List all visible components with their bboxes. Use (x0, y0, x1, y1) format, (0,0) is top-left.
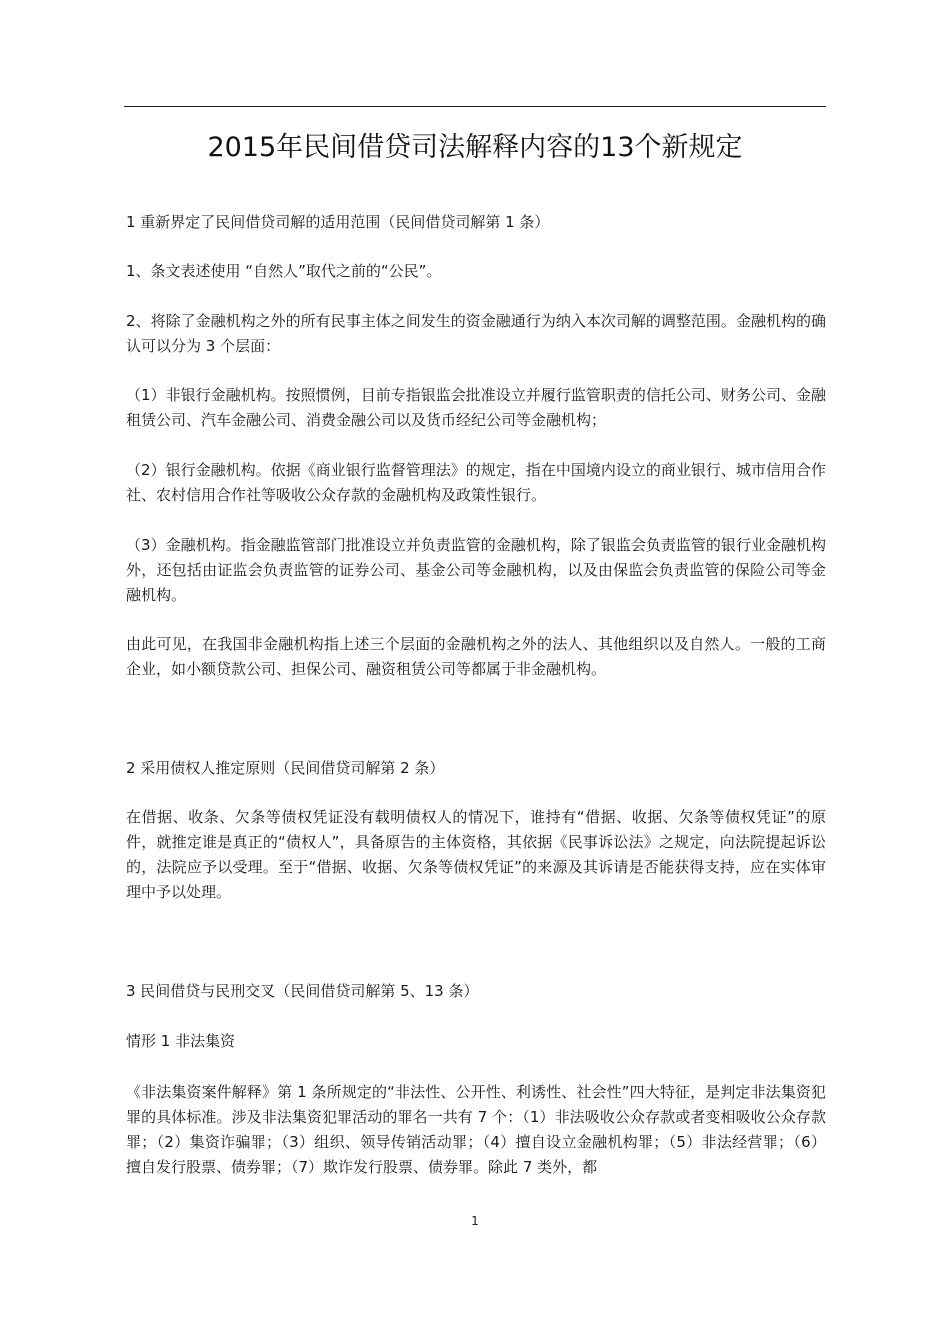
sub-heading: 情形 1 非法集资 (126, 1032, 236, 1050)
paragraph: 1、条文表述使用 “自然人”取代之前的“公民”。 (126, 262, 442, 280)
section-heading-1: 1 重新界定了民间借贷司解的适用范围（民间借贷司解第 1 条） (126, 213, 550, 231)
paragraph: 《非法集资案件解释》第 1 条所规定的“非法性、公开性、利诱性、社会性”四大特征，是判定非法集资犯罪的具体标准。涉及非法集资犯罪活动的罪名一共有 7 个：（1）非法吸收公众存款或者变相吸收公众存款罪；（2）集资诈骗罪；（3）组织、领导传销活动罪；（4）擅自设立金融机构罪；（5）非法经营罪；（6）擅自发行股票、债券罪；（7）欺诈发行股票、债券罪。除此 7 类外，都 (126, 1083, 826, 1176)
paragraph: （1）非银行金融机构。按照惯例，目前专指银监会批准设立并履行监管职责的信托公司、财务公司、金融租赁公司、汽车金融公司、消费金融公司以及货币经纪公司等金融机构； (126, 386, 826, 429)
paragraph: 在借据、收条、欠条等债权凭证没有载明债权人的情况下，谁持有“借据、收据、欠条等债权凭证”的原件，就推定谁是真正的“债权人”，具备原告的主体资格，其依据《民事诉讼法》之规定，向法院提起诉讼的，法院应予以受理。至于“借据、收据、欠条等债权凭证”的来源及其诉请是否能获得支持，应在实体审理中予以处理。 (126, 808, 826, 901)
page-number: 1 (471, 1214, 479, 1228)
section-heading-3: 3 民间借贷与民刑交叉（民间借贷司解第 5、13 条） (126, 982, 479, 1000)
paragraph: （2）银行金融机构。依据《商业银行监督管理法》的规定，指在中国境内设立的商业银行、城市信用合作社、农村信用合作社等吸收公众存款的金融机构及政策性银行。 (126, 461, 826, 504)
section-heading-2: 2 采用债权人推定原则（民间借贷司解第 2 条） (126, 759, 445, 777)
paragraph: 由此可见，在我国非金融机构指上述三个层面的金融机构之外的法人、其他组织以及自然人。一般的工商企业，如小额贷款公司、担保公司、融资租赁公司等都属于非金融机构。 (126, 635, 826, 678)
paragraph: 2、将除了金融机构之外的所有民事主体之间发生的资金融通行为纳入本次司解的调整范围。金融机构的确认可以分为 3 个层面： (126, 312, 826, 355)
document-title: 2015年民间借贷司法解释内容的13个新规定 (207, 132, 743, 163)
header-rule (124, 106, 826, 107)
paragraph: （3）金融机构。指金融监管部门批准设立并负责监管的金融机构，除了银监会负责监管的银行业金融机构外，还包括由证监会负责监管的证券公司、基金公司等金融机构，以及由保监会负责监管的保险公司等金融机构。 (126, 536, 826, 604)
